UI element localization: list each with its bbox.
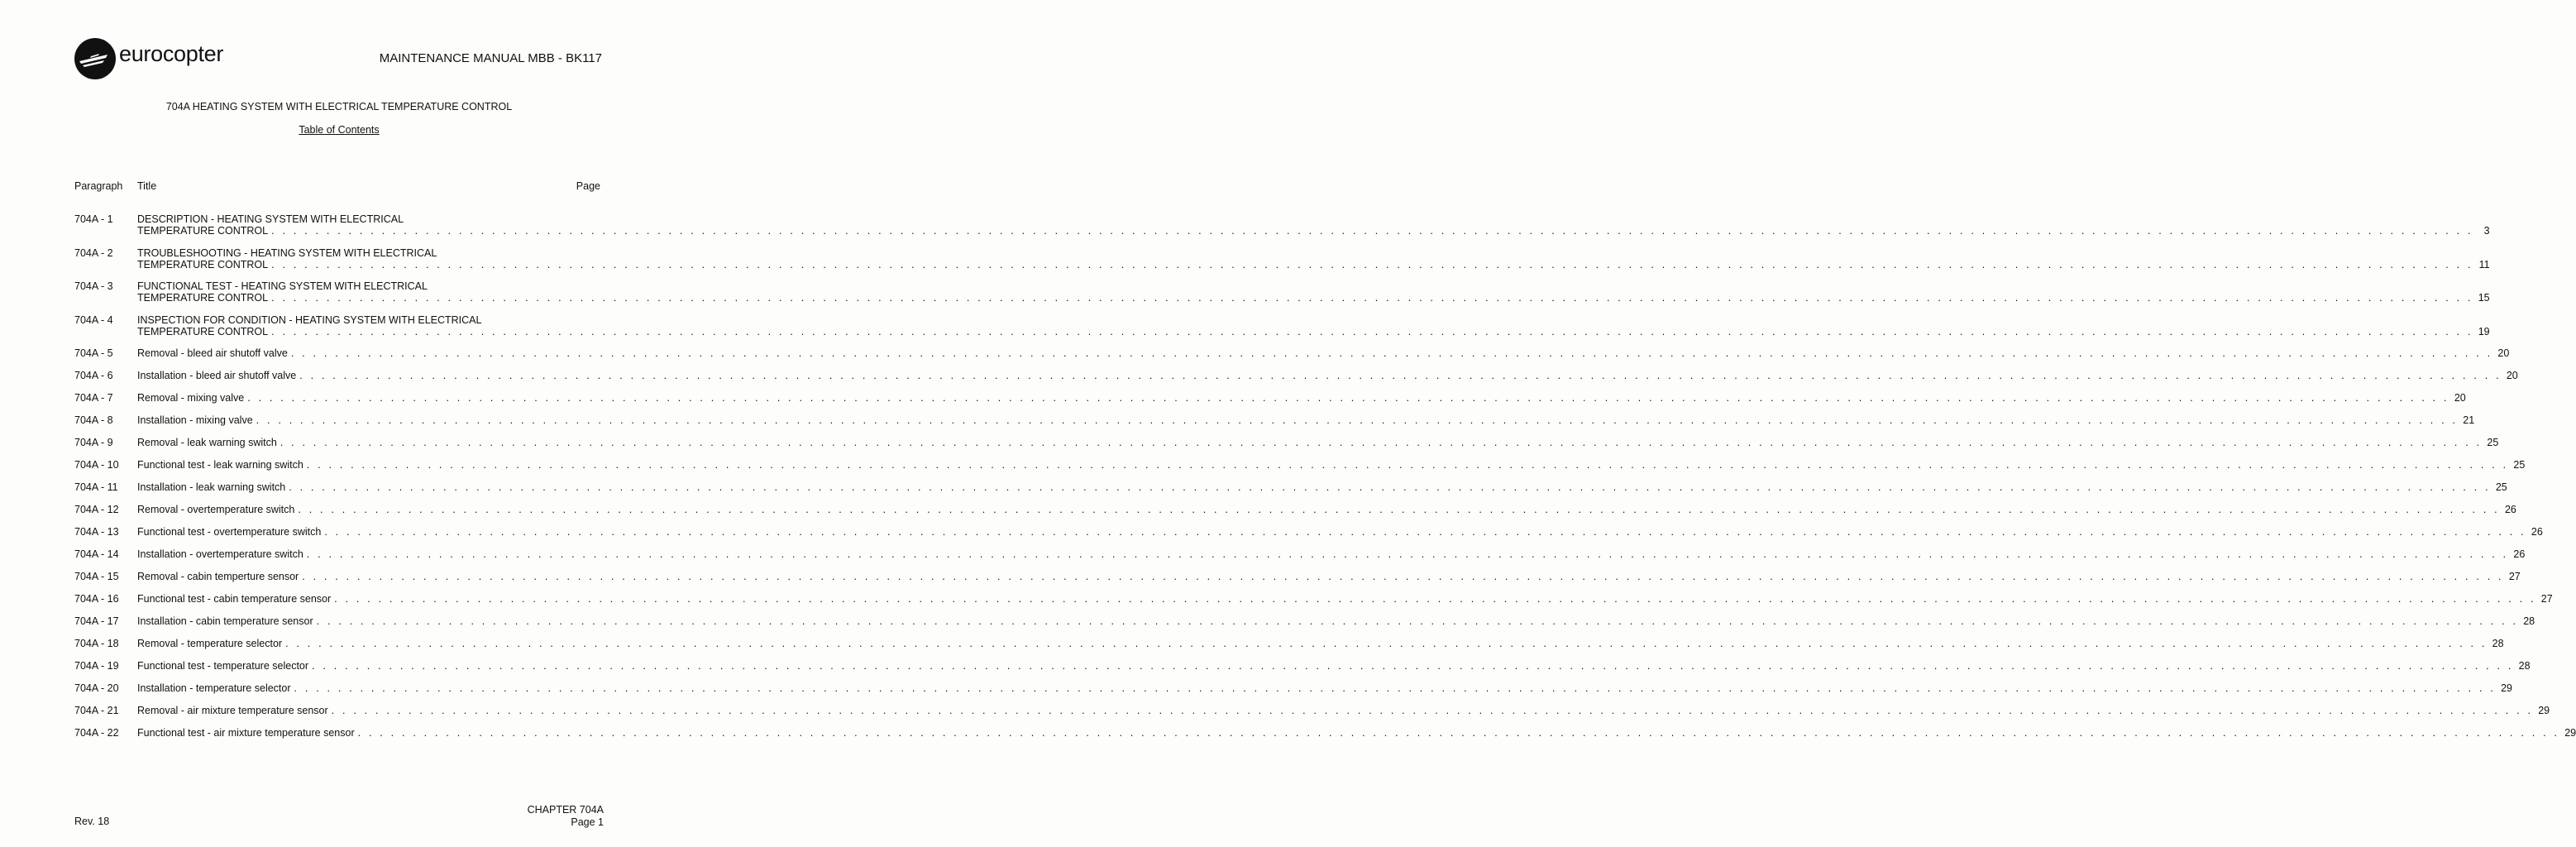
toc-entry-line [137, 292, 2490, 304]
toc-entry [74, 591, 2553, 614]
toc-entry-title-line1: TROUBLESHOOTING - HEATING SYSTEM WITH ELECTRICAL [137, 246, 437, 259]
toc-entry-title-line1: INSPECTION FOR CONDITION - HEATING SYSTEM WITH ELECTRICAL [137, 313, 482, 326]
toc-entry-title: Installation - overtemperature switch [137, 548, 303, 560]
toc-heading: Table of Contents [299, 124, 380, 136]
toc-entry-line [137, 225, 2490, 237]
manual-title: MAINTENANCE MANUAL MBB - BK117 [379, 51, 602, 65]
dot-leader: . . . . . . . . . . . . . . . . . . . . . . . . . . . . . . . . . . . . . . . . . . . . . . . . . . . . . . . . . . . . . . . . . . . . . . . . . . . . . . . . . . . . . . . . . . . . . . . . . . . . . . . . . . . . . . . . . . . . . . . . . . . . . . . . . . . . . . . . . . . . . . . . . . . . . . . . . . . . . . . . . . . . . . . . . . . . . . . . . . . . . . . . . . . . . . . . . . . . . . . . [271, 225, 2473, 237]
toc-entry [74, 547, 2526, 569]
toc-entry-line [137, 437, 2499, 448]
toc-entry-page: 25 [2513, 459, 2526, 471]
toc-entry-page: 26 [2504, 504, 2516, 515]
toc-entry [74, 658, 2531, 681]
toc-entry [74, 480, 2507, 502]
toc-entry-title: Functional test - leak warning switch [137, 459, 303, 471]
dot-leader: . . . . . . . . . . . . . . . . . . . . . . . . . . . . . . . . . . . . . . . . . . . . . . . . . . . . . . . . . . . . . . . . . . . . . . . . . . . . . . . . . . . . . . . . . . . . . . . . . . . . . . . . . . . . . . . . . . . . . . . . . . . . . . . . . . . . . . . . . . . . . . . . . . . . . . . . . . . . . . . . . . . . . . . . . . . . . . . . . . . . . . . . . . . . . . . . . . . . . . . . [316, 615, 2519, 627]
toc-entry-title: Functional test - cabin temperature sensor [137, 593, 332, 605]
dot-leader: . . . . . . . . . . . . . . . . . . . . . . . . . . . . . . . . . . . . . . . . . . . . . . . . . . . . . . . . . . . . . . . . . . . . . . . . . . . . . . . . . . . . . . . . . . . . . . . . . . . . . . . . . . . . . . . . . . . . . . . . . . . . . . . . . . . . . . . . . . . . . . . . . . . . . . . . . . . . . . . . . . . . . . . . . . . . . . . . . . . . . . . . . . . . . . . . . . . . . . . . [290, 347, 2493, 359]
toc-entry [74, 390, 2466, 413]
toc-entry-paragraph: 704A - 5 [74, 347, 113, 359]
toc-entry-page: 29 [2564, 727, 2576, 739]
dot-leader: . . . . . . . . . . . . . . . . . . . . . . . . . . . . . . . . . . . . . . . . . . . . . . . . . . . . . . . . . . . . . . . . . . . . . . . . . . . . . . . . . . . . . . . . . . . . . . . . . . . . . . . . . . . . . . . . . . . . . . . . . . . . . . . . . . . . . . . . . . . . . . . . . . . . . . . . . . . . . . . . . . . . . . . . . . . . . . . . . . . . . . . . . . . . . . . . . . . . . . . . [289, 481, 2491, 493]
dot-leader: . . . . . . . . . . . . . . . . . . . . . . . . . . . . . . . . . . . . . . . . . . . . . . . . . . . . . . . . . . . . . . . . . . . . . . . . . . . . . . . . . . . . . . . . . . . . . . . . . . . . . . . . . . . . . . . . . . . . . . . . . . . . . . . . . . . . . . . . . . . . . . . . . . . . . . . . . . . . . . . . . . . . . . . . . . . . . . . . . . . . . . . . . . . . . . . . . . . . . . . . [256, 414, 2459, 426]
toc-entry-page: 11 [2478, 258, 2490, 270]
dot-leader: . . . . . . . . . . . . . . . . . . . . . . . . . . . . . . . . . . . . . . . . . . . . . . . . . . . . . . . . . . . . . . . . . . . . . . . . . . . . . . . . . . . . . . . . . . . . . . . . . . . . . . . . . . . . . . . . . . . . . . . . . . . . . . . . . . . . . . . . . . . . . . . . . . . . . . . . . . . . . . . . . . . . . . . . . . . . . . . . . . . . . . . . . . . . . . . . . . . . . . . . [357, 727, 2560, 739]
toc-entry-line [137, 258, 2490, 270]
toc-entry [74, 435, 2499, 457]
toc-entry-paragraph: 704A - 4 [74, 313, 113, 326]
toc-entry [74, 524, 2543, 547]
dot-leader: . . . . . . . . . . . . . . . . . . . . . . . . . . . . . . . . . . . . . . . . . . . . . . . . . . . . . . . . . . . . . . . . . . . . . . . . . . . . . . . . . . . . . . . . . . . . . . . . . . . . . . . . . . . . . . . . . . . . . . . . . . . . . . . . . . . . . . . . . . . . . . . . . . . . . . . . . . . . . . . . . . . . . . . . . . . . . . . . . . . . . . . . . . . . . . . . . . . . . . . . [306, 548, 2509, 560]
toc-entry-title: TEMPERATURE CONTROL [137, 258, 269, 270]
toc-entry-page: 29 [2501, 682, 2513, 694]
dot-leader: . . . . . . . . . . . . . . . . . . . . . . . . . . . . . . . . . . . . . . . . . . . . . . . . . . . . . . . . . . . . . . . . . . . . . . . . . . . . . . . . . . . . . . . . . . . . . . . . . . . . . . . . . . . . . . . . . . . . . . . . . . . . . . . . . . . . . . . . . . . . . . . . . . . . . . . . . . . . . . . . . . . . . . . . . . . . . . . . . . . . . . . . . . . . . . . . . . . . . . . . [280, 437, 2483, 448]
toc-entry-paragraph: 704A - 20 [74, 682, 119, 694]
eurocopter-emblem-icon [74, 38, 116, 79]
dot-leader: . . . . . . . . . . . . . . . . . . . . . . . . . . . . . . . . . . . . . . . . . . . . . . . . . . . . . . . . . . . . . . . . . . . . . . . . . . . . . . . . . . . . . . . . . . . . . . . . . . . . . . . . . . . . . . . . . . . . . . . . . . . . . . . . . . . . . . . . . . . . . . . . . . . . . . . . . . . . . . . . . . . . . . . . . . . . . . . . . . . . . . . . . . . . . . . . . . . . . . . . [312, 660, 2514, 672]
toc-entry-line [137, 571, 2521, 582]
dot-leader: . . . . . . . . . . . . . . . . . . . . . . . . . . . . . . . . . . . . . . . . . . . . . . . . . . . . . . . . . . . . . . . . . . . . . . . . . . . . . . . . . . . . . . . . . . . . . . . . . . . . . . . . . . . . . . . . . . . . . . . . . . . . . . . . . . . . . . . . . . . . . . . . . . . . . . . . . . . . . . . . . . . . . . . . . . . . . . . . . . . . . . . . . . . . . . . . . . . . . . . . [294, 682, 2497, 694]
toc-entry-paragraph: 704A - 1 [74, 213, 113, 225]
dot-leader: . . . . . . . . . . . . . . . . . . . . . . . . . . . . . . . . . . . . . . . . . . . . . . . . . . . . . . . . . . . . . . . . . . . . . . . . . . . . . . . . . . . . . . . . . . . . . . . . . . . . . . . . . . . . . . . . . . . . . . . . . . . . . . . . . . . . . . . . . . . . . . . . . . . . . . . . . . . . . . . . . . . . . . . . . . . . . . . . . . . . . . . . . . . . . . . . . . . . . . . . [306, 459, 2509, 471]
toc-entry-paragraph: 704A - 12 [74, 504, 119, 515]
toc-entry-page: 25 [2495, 481, 2507, 493]
toc-entry-title: Removal - cabin temperture sensor [137, 571, 299, 582]
revision-label: Rev. 18 [74, 816, 110, 827]
toc-entry-paragraph: 704A - 8 [74, 414, 113, 426]
toc-entry-page: 15 [2478, 292, 2490, 304]
toc-entry-title: Installation - mixing valve [137, 414, 253, 426]
toc-entry-page: 26 [2513, 548, 2526, 560]
toc-entry-page: 20 [2497, 347, 2510, 359]
toc-entry-paragraph: 704A - 14 [74, 548, 119, 560]
toc-entry-paragraph: 704A - 13 [74, 526, 119, 538]
dot-leader: . . . . . . . . . . . . . . . . . . . . . . . . . . . . . . . . . . . . . . . . . . . . . . . . . . . . . . . . . . . . . . . . . . . . . . . . . . . . . . . . . . . . . . . . . . . . . . . . . . . . . . . . . . . . . . . . . . . . . . . . . . . . . . . . . . . . . . . . . . . . . . . . . . . . . . . . . . . . . . . . . . . . . . . . . . . . . . . . . . . . . . . . . . . . . . . . . . . . . . . . [285, 638, 2488, 649]
eurocopter-logo [74, 38, 252, 79]
dot-leader: . . . . . . . . . . . . . . . . . . . . . . . . . . . . . . . . . . . . . . . . . . . . . . . . . . . . . . . . . . . . . . . . . . . . . . . . . . . . . . . . . . . . . . . . . . . . . . . . . . . . . . . . . . . . . . . . . . . . . . . . . . . . . . . . . . . . . . . . . . . . . . . . . . . . . . . . . . . . . . . . . . . . . . . . . . . . . . . . . . . . . . . . . . . . . . . . . . . . . . . . [247, 392, 2449, 404]
toc-entry-page: 26 [2531, 526, 2543, 538]
toc-entry-page: 19 [2478, 325, 2490, 337]
toc-entry [74, 313, 2490, 347]
toc-entry-paragraph: 704A - 9 [74, 437, 113, 448]
toc-entry-paragraph: 704A - 18 [74, 638, 119, 649]
toc-entry-paragraph: 704A - 2 [74, 246, 113, 259]
toc-entry-page: 3 [2483, 225, 2490, 237]
toc-entry [74, 413, 2475, 435]
toc-entry-line [137, 615, 2535, 627]
toc-entry-paragraph: 704A - 11 [74, 481, 118, 493]
toc-entry [74, 212, 2490, 246]
toc-entry-line [137, 459, 2526, 471]
toc-entry-line [137, 638, 2504, 649]
toc-entry-page: 27 [2508, 571, 2521, 582]
toc-entry-page: 20 [2454, 392, 2466, 404]
toc-entry-page: 25 [2487, 437, 2499, 448]
toc-entry-line [137, 548, 2526, 560]
toc-entry [74, 725, 2576, 748]
toc-entry-paragraph: 704A - 22 [74, 727, 119, 739]
dot-leader: . . . . . . . . . . . . . . . . . . . . . . . . . . . . . . . . . . . . . . . . . . . . . . . . . . . . . . . . . . . . . . . . . . . . . . . . . . . . . . . . . . . . . . . . . . . . . . . . . . . . . . . . . . . . . . . . . . . . . . . . . . . . . . . . . . . . . . . . . . . . . . . . . . . . . . . . . . . . . . . . . . . . . . . . . . . . . . . . . . . . . . . . . . . . . . . . . . . . . . . . [324, 526, 2526, 538]
toc-entry-line [137, 325, 2490, 337]
toc-entry-line [137, 481, 2507, 493]
dot-leader: . . . . . . . . . . . . . . . . . . . . . . . . . . . . . . . . . . . . . . . . . . . . . . . . . . . . . . . . . . . . . . . . . . . . . . . . . . . . . . . . . . . . . . . . . . . . . . . . . . . . . . . . . . . . . . . . . . . . . . . . . . . . . . . . . . . . . . . . . . . . . . . . . . . . . . . . . . . . . . . . . . . . . . . . . . . . . . . . . . . . . . . . . . . . . . . . . . . . . . . . [298, 504, 2500, 515]
toc-entry [74, 703, 2550, 725]
toc-entry-paragraph: 704A - 15 [74, 571, 119, 582]
toc-entry-paragraph: 704A - 6 [74, 370, 113, 381]
footer-chapter-block [528, 804, 604, 829]
toc-entry-line [137, 705, 2550, 716]
dot-leader: . . . . . . . . . . . . . . . . . . . . . . . . . . . . . . . . . . . . . . . . . . . . . . . . . . . . . . . . . . . . . . . . . . . . . . . . . . . . . . . . . . . . . . . . . . . . . . . . . . . . . . . . . . . . . . . . . . . . . . . . . . . . . . . . . . . . . . . . . . . . . . . . . . . . . . . . . . . . . . . . . . . . . . . . . . . . . . . . . . . . . . . . . . . . . . . . . . . . . . . . [331, 705, 2534, 716]
toc-entry-page: 28 [2492, 638, 2504, 649]
toc-entry-title: TEMPERATURE CONTROL [137, 225, 269, 237]
toc-entry-line [137, 660, 2531, 672]
toc-entry-line [137, 414, 2475, 426]
footer-page-number: Page 1 [571, 816, 604, 828]
dot-leader: . . . . . . . . . . . . . . . . . . . . . . . . . . . . . . . . . . . . . . . . . . . . . . . . . . . . . . . . . . . . . . . . . . . . . . . . . . . . . . . . . . . . . . . . . . . . . . . . . . . . . . . . . . . . . . . . . . . . . . . . . . . . . . . . . . . . . . . . . . . . . . . . . . . . . . . . . . . . . . . . . . . . . . . . . . . . . . . . . . . . . . . . . . . . . . . . . . . . . . . . [271, 258, 2473, 270]
toc-entry-paragraph: 704A - 10 [74, 459, 119, 471]
toc-entry-line [137, 593, 2553, 605]
toc-entry-line [137, 370, 2518, 381]
toc-entry-title: Removal - overtemperature switch [137, 504, 295, 515]
toc-entry [74, 614, 2535, 636]
toc-entry-title: Removal - bleed air shutoff valve [137, 347, 288, 359]
toc-entry-title: Functional test - overtemperature switch [137, 526, 322, 538]
toc-entry-line [137, 526, 2543, 538]
toc-entry-title: TEMPERATURE CONTROL [137, 292, 269, 304]
toc-entry [74, 636, 2504, 658]
toc-entries [74, 212, 2576, 748]
toc-entry-title: Installation - leak warning switch [137, 481, 286, 493]
toc-entry-page: 21 [2463, 414, 2475, 426]
toc-entry-line [137, 682, 2513, 694]
dot-leader: . . . . . . . . . . . . . . . . . . . . . . . . . . . . . . . . . . . . . . . . . . . . . . . . . . . . . . . . . . . . . . . . . . . . . . . . . . . . . . . . . . . . . . . . . . . . . . . . . . . . . . . . . . . . . . . . . . . . . . . . . . . . . . . . . . . . . . . . . . . . . . . . . . . . . . . . . . . . . . . . . . . . . . . . . . . . . . . . . . . . . . . . . . . . . . . . . . . . . . . . [271, 325, 2473, 337]
toc-entry [74, 502, 2516, 524]
toc-entry-paragraph: 704A - 7 [74, 392, 113, 404]
logo-text: eurocopter [119, 41, 224, 66]
toc-entry [74, 681, 2513, 703]
toc-entry-page: 28 [2518, 660, 2531, 672]
toc-entry-line [137, 392, 2466, 404]
toc-entry-page: 28 [2523, 615, 2535, 627]
toc-entry [74, 246, 2490, 280]
toc-entry-title: Removal - leak warning switch [137, 437, 277, 448]
dot-leader: . . . . . . . . . . . . . . . . . . . . . . . . . . . . . . . . . . . . . . . . . . . . . . . . . . . . . . . . . . . . . . . . . . . . . . . . . . . . . . . . . . . . . . . . . . . . . . . . . . . . . . . . . . . . . . . . . . . . . . . . . . . . . . . . . . . . . . . . . . . . . . . . . . . . . . . . . . . . . . . . . . . . . . . . . . . . . . . . . . . . . . . . . . . . . . . . . . . . . . . . [334, 593, 2536, 605]
dot-leader: . . . . . . . . . . . . . . . . . . . . . . . . . . . . . . . . . . . . . . . . . . . . . . . . . . . . . . . . . . . . . . . . . . . . . . . . . . . . . . . . . . . . . . . . . . . . . . . . . . . . . . . . . . . . . . . . . . . . . . . . . . . . . . . . . . . . . . . . . . . . . . . . . . . . . . . . . . . . . . . . . . . . . . . . . . . . . . . . . . . . . . . . . . . . . . . . . . . . . . . . [271, 292, 2473, 304]
toc-entry-page: 29 [2538, 705, 2550, 716]
toc-entry-title-line1: DESCRIPTION - HEATING SYSTEM WITH ELECTRICAL [137, 213, 404, 225]
toc-entry-page: 20 [2506, 370, 2518, 381]
toc-entry-title: Functional test - temperature selector [137, 660, 309, 672]
toc-entry [74, 569, 2521, 591]
toc-entry-title: Removal - temperature selector [137, 638, 283, 649]
toc-entry-paragraph: 704A - 16 [74, 593, 119, 605]
toc-entry-title: Removal - mixing valve [137, 392, 245, 404]
footer-chapter: CHAPTER 704A [527, 804, 604, 816]
toc-entry-title: Functional test - air mixture temperature sensor [137, 727, 355, 739]
column-header-paragraph: Paragraph [74, 180, 123, 192]
toc-entry-page: 27 [2540, 593, 2553, 605]
dot-leader: . . . . . . . . . . . . . . . . . . . . . . . . . . . . . . . . . . . . . . . . . . . . . . . . . . . . . . . . . . . . . . . . . . . . . . . . . . . . . . . . . . . . . . . . . . . . . . . . . . . . . . . . . . . . . . . . . . . . . . . . . . . . . . . . . . . . . . . . . . . . . . . . . . . . . . . . . . . . . . . . . . . . . . . . . . . . . . . . . . . . . . . . . . . . . . . . . . . . . . . . [302, 571, 2504, 582]
column-header-title: Title [137, 180, 157, 192]
toc-entry-line [137, 347, 2510, 359]
toc-entry-title: Removal - air mixture temperature sensor [137, 705, 328, 716]
toc-entry-line [137, 504, 2516, 515]
toc-entry-paragraph: 704A - 3 [74, 280, 113, 292]
toc-entry-title: Installation - bleed air shutoff valve [137, 370, 297, 381]
toc-entry-paragraph: 704A - 19 [74, 660, 119, 672]
toc-entry-line [137, 727, 2576, 739]
toc-entry [74, 346, 2510, 368]
toc-entry [74, 279, 2490, 313]
toc-entry [74, 368, 2518, 390]
toc-entry-title: Installation - temperature selector [137, 682, 291, 694]
toc-entry-title: TEMPERATURE CONTROL [137, 325, 269, 337]
column-header-page: Page [576, 180, 600, 192]
dot-leader: . . . . . . . . . . . . . . . . . . . . . . . . . . . . . . . . . . . . . . . . . . . . . . . . . . . . . . . . . . . . . . . . . . . . . . . . . . . . . . . . . . . . . . . . . . . . . . . . . . . . . . . . . . . . . . . . . . . . . . . . . . . . . . . . . . . . . . . . . . . . . . . . . . . . . . . . . . . . . . . . . . . . . . . . . . . . . . . . . . . . . . . . . . . . . . . . . . . . . . . . [299, 370, 2502, 381]
toc-entry-paragraph: 704A - 17 [74, 615, 119, 627]
toc-entry [74, 457, 2526, 480]
chapter-title: 704A HEATING SYSTEM WITH ELECTRICAL TEMPERATURE CONTROL [165, 101, 513, 112]
toc-entry-paragraph: 704A - 21 [74, 705, 119, 716]
toc-entry-title: Installation - cabin temperature sensor [137, 615, 313, 627]
toc-entry-title-line1: FUNCTIONAL TEST - HEATING SYSTEM WITH ELECTRICAL [137, 280, 428, 292]
